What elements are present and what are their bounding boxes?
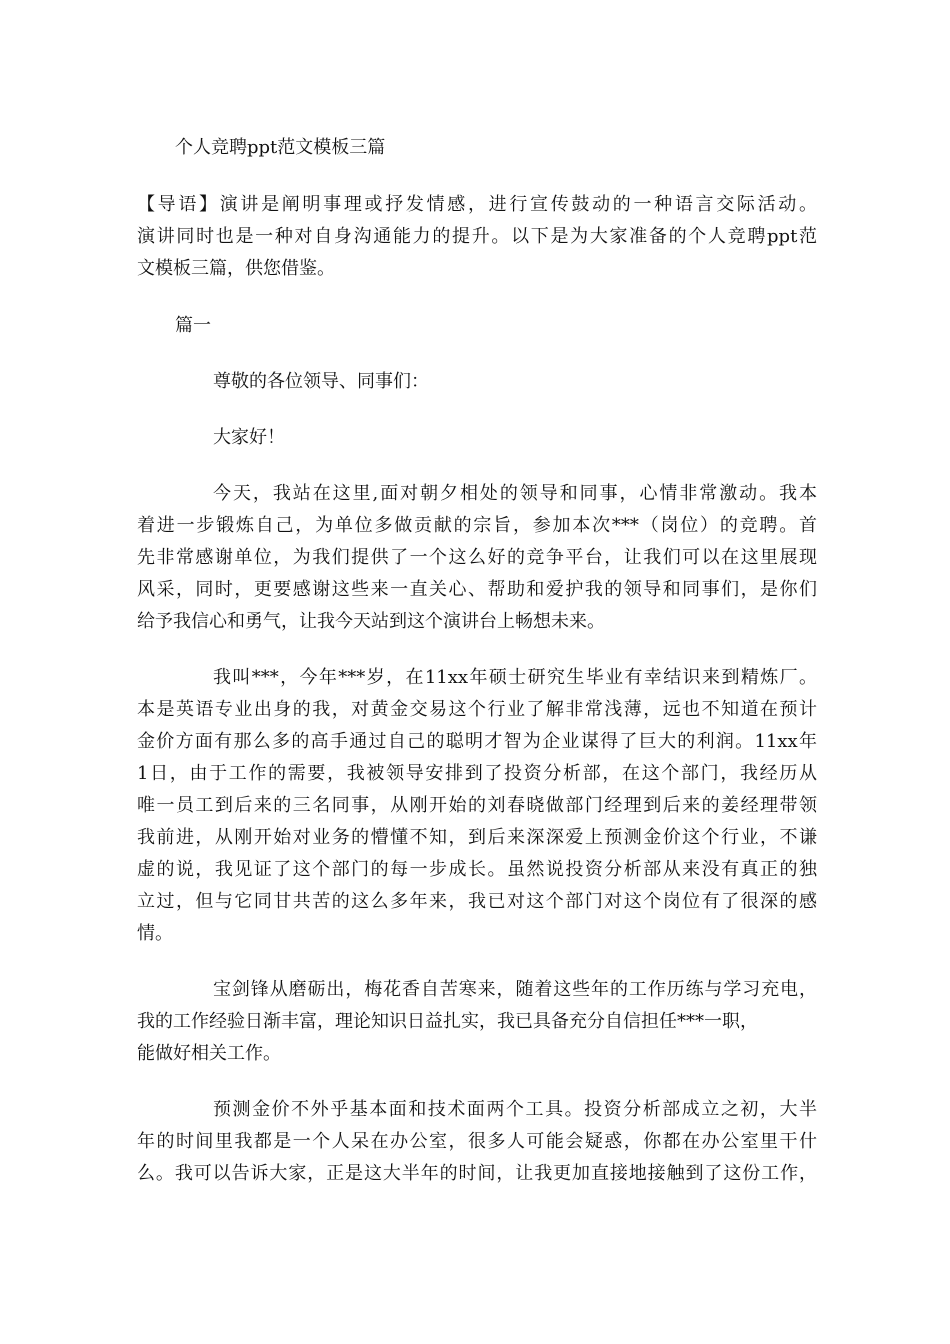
intro-line-2: 演讲同时也是一种对自身沟通能力的提升。以下是为大家准备的个人竞聘ppt范 <box>137 226 817 247</box>
para2-line-8: 立过，但与它同甘共苦的这么多年来，我已对这个部门对这个岗位有了很深的感 <box>137 891 817 912</box>
para1-line-5: 给予我信心和勇气，让我今天站到这个演讲台上畅想未来。 <box>137 611 605 632</box>
document-title: 个人竞聘ppt范文模板三篇 <box>175 137 386 158</box>
para2-line-2: 本是英语专业出身的我，对黄金交易这个行业了解非常浅薄，远也不知道在预计 <box>137 699 817 720</box>
para1-line-4: 风采，同时，更要感谢这些来一直关心、帮助和爱护我的领导和同事们，是你们 <box>137 579 817 600</box>
para3-line-1: 宝剑锋从磨砺出，梅花香自苦寒来，随着这些年的工作历练与学习充电， <box>213 979 817 1000</box>
para3-line-2: 我的工作经验日渐丰富，理论知识日益扎实，我已具备充分自信担任***一职， <box>137 1011 758 1032</box>
intro-line-3: 文模板三篇，供您借鉴。 <box>137 258 335 279</box>
section-heading: 篇一 <box>175 315 211 336</box>
para1-line-3: 先非常感谢单位，为我们提供了一个这么好的竞争平台，让我们可以在这里展现 <box>137 547 817 568</box>
para2-line-3: 金价方面有那么多的高手通过自己的聪明才智为企业谋得了巨大的利润。11xx年 <box>137 731 817 752</box>
para2-line-6: 我前进，从刚开始对业务的懵懂不知，到后来深深爱上预测金价这个行业，不谦 <box>137 827 817 848</box>
para2-line-7: 虚的说，我见证了这个部门的每一步成长。虽然说投资分析部从来没有真正的独 <box>137 859 817 880</box>
para2-line-1: 我叫***，今年***岁，在11xx年硕士研究生毕业有幸结识来到精炼厂。 <box>213 667 817 688</box>
greeting: 大家好！ <box>213 427 285 448</box>
para1-line-1: 今天，我站在这里,面对朝夕相处的领导和同事，心情非常激动。我本 <box>213 483 817 504</box>
para2-line-4: 1日，由于工作的需要，我被领导安排到了投资分析部，在这个部门，我经历从 <box>137 763 817 784</box>
para4-line-1: 预测金价不外乎基本面和技术面两个工具。投资分析部成立之初，大半 <box>213 1099 817 1120</box>
para2-line-5: 唯一员工到后来的三名同事，从刚开始的刘春晓做部门经理到后来的姜经理带领 <box>137 795 817 816</box>
salutation: 尊敬的各位领导、同事们： <box>213 371 429 392</box>
para4-line-2: 年的时间里我都是一个人呆在办公室，很多人可能会疑惑，你都在办公室里干什 <box>137 1131 817 1152</box>
para2-line-9: 情。 <box>137 923 173 944</box>
para3-line-3: 能做好相关工作。 <box>137 1043 281 1064</box>
para1-line-2: 着进一步锻炼自己，为单位多做贡献的宗旨，参加本次***（岗位）的竞聘。首 <box>137 515 817 536</box>
para4-line-3: 么。我可以告诉大家，正是这大半年的时间，让我更加直接地接触到了这份工作， <box>137 1163 817 1184</box>
intro-line-1: 【导语】演讲是阐明事理或抒发情感，进行宣传鼓动的一种语言交际活动。 <box>137 194 817 215</box>
